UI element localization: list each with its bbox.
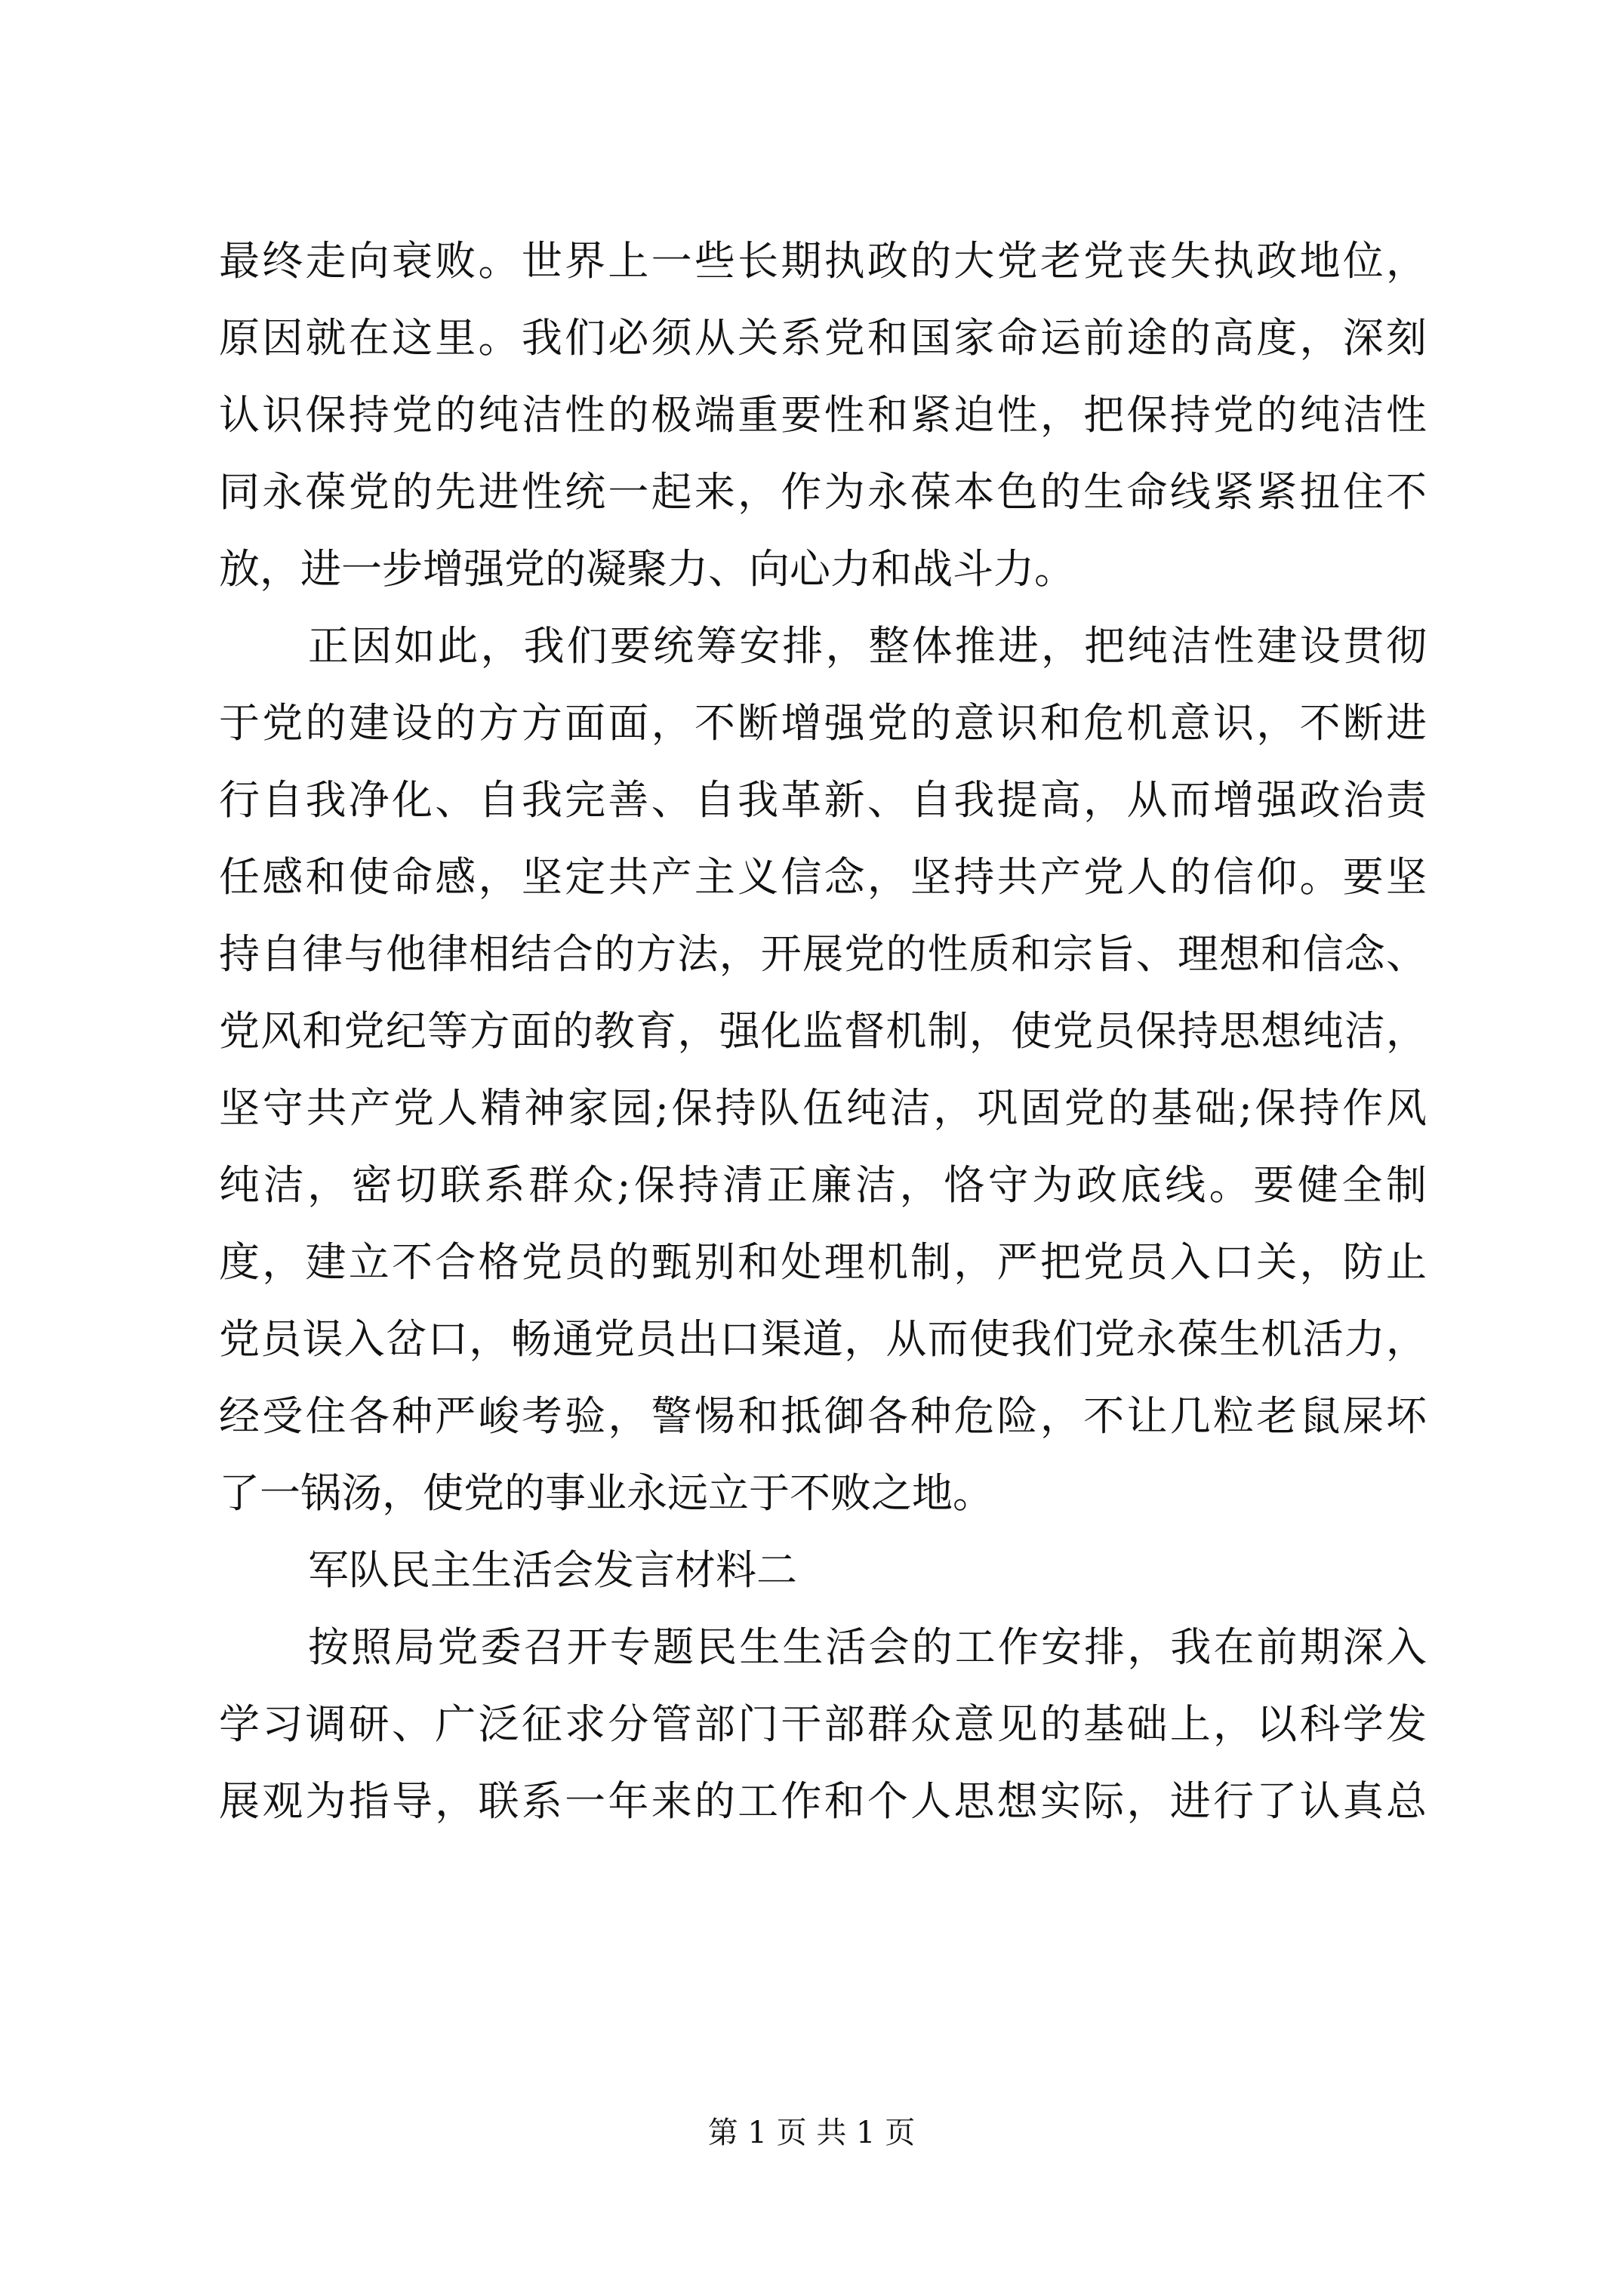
text-line: 纯洁，密切联系群众;保持清正廉洁，恪守为政底线。要健全制: [219, 1161, 1427, 1209]
text-line: 放，进一步增强党的凝聚力、向心力和战斗力。: [219, 545, 1075, 593]
text-line: 于党的建设的方方面面，不断增强党的意识和危机意识，不断进: [219, 699, 1427, 747]
text-line: 党风和党纪等方面的教育，强化监督机制，使党员保持思想纯洁，: [219, 1007, 1427, 1055]
page-footer: 第 1 页 共 1 页: [707, 2116, 916, 2150]
text-line: 度，建立不合格党员的甄别和处理机制，严把党员入口关，防止: [219, 1238, 1427, 1286]
text-line: 了一锅汤，使党的事业永远立于不败之地。: [219, 1469, 993, 1517]
text-line: 学习调研、广泛征求分管部门干部群众意见的基础上，以科学发: [219, 1700, 1427, 1748]
text-line: 原因就在这里。我们必须从关系党和国家命运前途的高度，深刻: [219, 314, 1427, 362]
text-line: 坚守共产党人精神家园;保持队伍纯洁，巩固党的基础;保持作风: [219, 1084, 1427, 1132]
text-line: 认识保持党的纯洁性的极端重要性和紧迫性，把保持党的纯洁性: [219, 391, 1427, 439]
text-line: 党员误入岔口，畅通党员出口渠道，从而使我们党永葆生机活力，: [219, 1315, 1427, 1363]
text-line: 最终走向衰败。世界上一些长期执政的大党老党丧失执政地位，: [219, 237, 1427, 285]
text-line: 按照局党委召开专题民生生活会的工作安排，我在前期深入: [308, 1623, 1427, 1671]
document-body: [219, 223, 1427, 1840]
text-line: 同永葆党的先进性统一起来，作为永葆本色的生命线紧紧扭住不: [219, 468, 1427, 516]
text-line: 持自律与他律相结合的方法，开展党的性质和宗旨、理想和信念、: [219, 930, 1427, 978]
text-line: 行自我净化、自我完善、自我革新、自我提高，从而增强政治责: [219, 776, 1427, 824]
text-line: 正因如此，我们要统筹安排，整体推进，把纯洁性建设贯彻: [308, 622, 1427, 670]
text-line: 任感和使命感，坚定共产主义信念，坚持共产党人的信仰。要坚: [219, 853, 1427, 901]
text-line: 军队民主生活会发言材料二: [308, 1546, 797, 1594]
text-line: 经受住各种严峻考验，警惕和抵御各种危险，不让几粒老鼠屎坏: [219, 1392, 1427, 1440]
text-line: 展观为指导，联系一年来的工作和个人思想实际，进行了认真总: [219, 1777, 1427, 1825]
